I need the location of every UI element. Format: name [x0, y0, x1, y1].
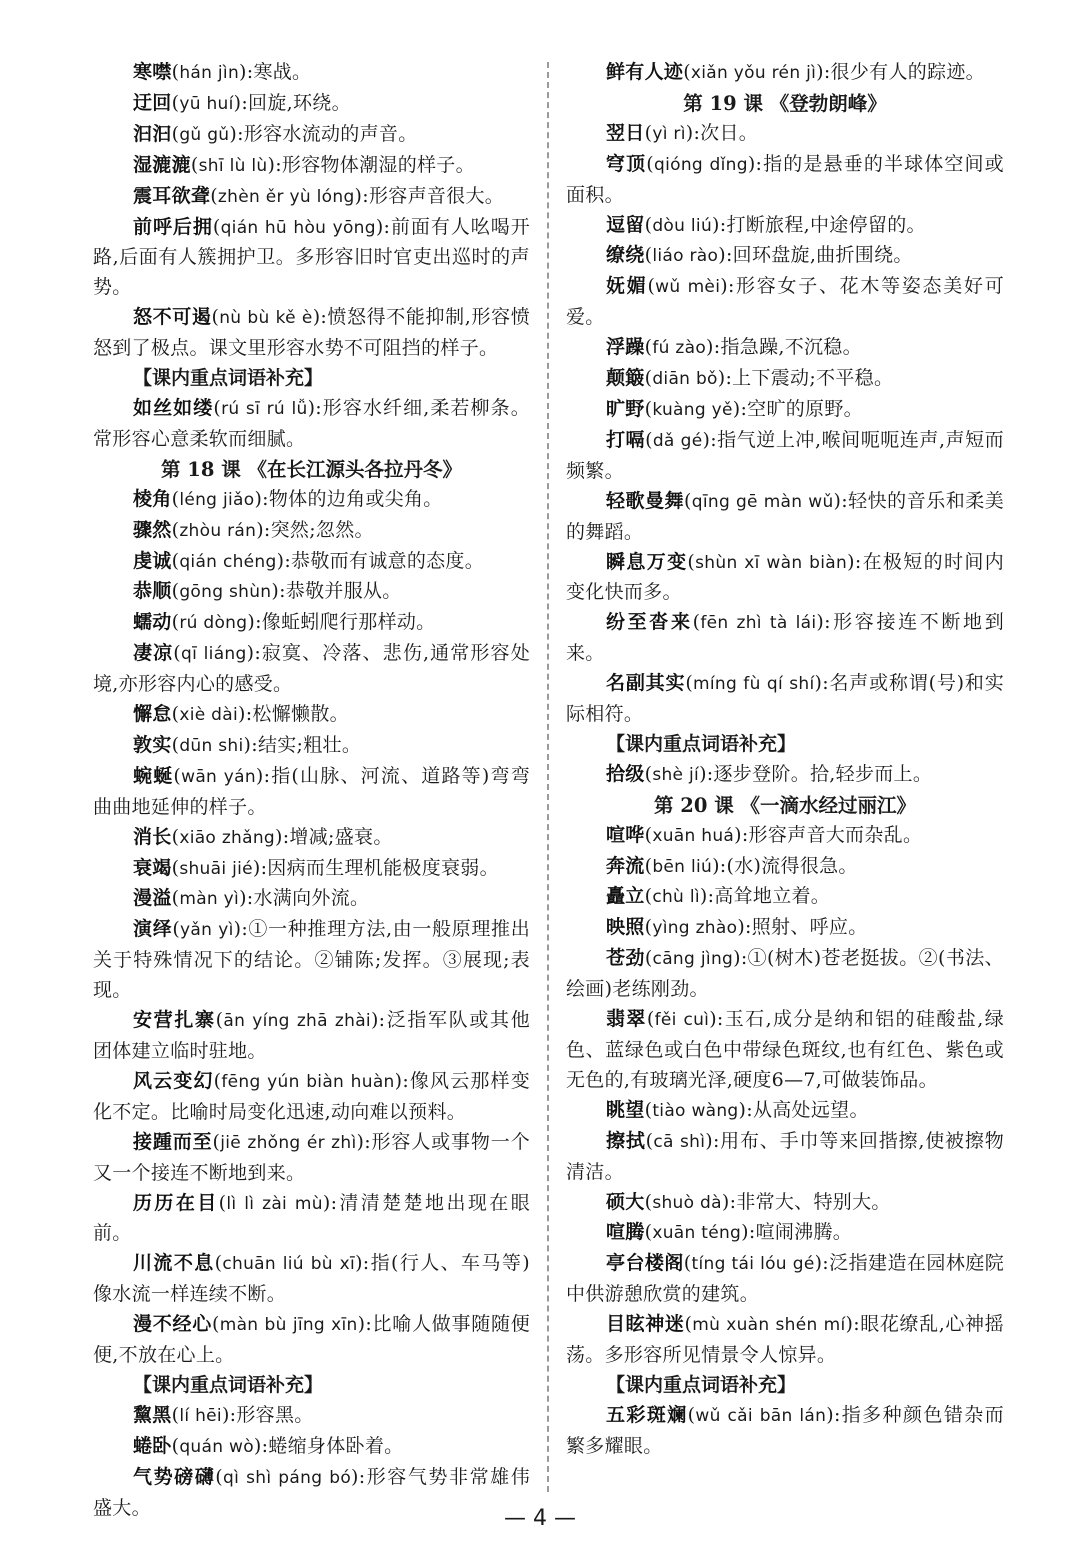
vocab-entry: 旷野(kuàng yě):空旷的原野。	[606, 397, 863, 420]
vocab-entry: 漫不经心(màn bù jīng xīn):比喻人做事随随便便,不放在心上。	[93, 1313, 531, 1367]
vocab-entry: 湿漉漉(shī lù lù):形容物体潮湿的样子。	[133, 153, 475, 176]
vocab-entry: 喧腾(xuān téng):喧闹沸腾。	[606, 1221, 853, 1244]
vocab-entry: 翡翠(fěi cuì):玉石,成分是纳和铝的硅酸盐,绿色、蓝绿色或白色中带绿色斑纹,也有红色、紫色或无色的,有玻璃光泽,硬度6—7,可做装饰品。	[566, 1008, 1004, 1091]
vocab-definition: :形容水流动的声音。	[237, 122, 418, 145]
vocab-term: 瞬息万变	[606, 550, 688, 573]
vocab-definition: :愤怒得不能抑制,形容愤怒到了极点。课文里形容水势不可阻挡的样子。	[93, 306, 531, 360]
vocab-pinyin: tíng tái lóu gé	[691, 1254, 815, 1275]
vocab-entry: 恭顺(gōng shùn):恭敬并服从。	[133, 580, 402, 603]
vocab-definition: :形容气势非常雄伟盛大。	[93, 1465, 531, 1519]
vocab-definition: :指的是悬垂的半球体空间或面积。	[566, 152, 1004, 206]
vocab-entry: 川流不息(chuān liú bù xī):指(行人、车马等)像水流一样连续不断。	[93, 1252, 530, 1306]
vocab-definition: :指(行人、车马等)像水流一样连续不断。	[93, 1252, 530, 1306]
vocab-entry: 棱角(léng jiǎo):物体的边角或尖角。	[133, 487, 443, 510]
vocab-term: 懈怠	[133, 703, 172, 726]
vocab-term: 蜷卧	[133, 1434, 172, 1457]
vocab-pinyin: rú dòng	[179, 613, 248, 634]
vocab-entry: 拾级(shè jí):逐步登阶。拾,轻步而上。	[606, 762, 933, 785]
vocab-definition: :很少有人的踪迹。	[823, 61, 985, 83]
vocab-pinyin: fú zào	[652, 338, 707, 359]
vocab-term: 漫溢	[133, 887, 172, 910]
vocab-definition: :次日。	[693, 121, 759, 144]
vocab-term: 纷至沓来	[606, 611, 693, 634]
vocab-entry: 衰竭(shuāi jié):因病而生理机能极度衰弱。	[133, 856, 499, 879]
vocab-definition: :物体的边角或尖角。	[262, 487, 443, 510]
vocab-pinyin: wān yán	[181, 766, 256, 787]
vocab-pinyin: dǎ gé	[652, 430, 703, 451]
vocab-term: 震耳欲聋	[133, 184, 211, 207]
vocab-pinyin: jiē zhǒng ér zhì	[220, 1132, 357, 1153]
vocab-pinyin: qì shì páng bó	[223, 1467, 352, 1488]
vocab-term: 苍劲	[606, 947, 645, 970]
vocab-entry: 翌日(yì rì):次日。	[606, 121, 759, 144]
vocab-entry: 震耳欲聋(zhèn ěr yù lóng):形容声音很大。	[133, 184, 505, 207]
vocab-term: 怒不可遏	[133, 306, 212, 329]
vocab-pinyin: dòu liú	[652, 215, 713, 236]
vocab-entry: 黧黑(lí hēi):形容黑。	[133, 1403, 314, 1426]
vocab-pinyin: quán wò	[179, 1436, 254, 1457]
vocab-pinyin: hán jìn	[179, 63, 240, 83]
vocab-entry: 鲜有人迹(xiǎn yǒu rén jì):很少有人的踪迹。	[606, 61, 985, 83]
vocab-entry: 喧哗(xuān huá):形容声音大而杂乱。	[606, 823, 923, 846]
vocab-pinyin: shùn xī wàn biàn	[695, 552, 848, 573]
vocab-definition: :前面有人吆喝开路,后面有人簇拥护卫。多形容旧时官吏出巡时的声势。	[93, 215, 530, 299]
supplement-heading: 【课内重点词语补充】	[133, 1373, 324, 1396]
vocab-pinyin: qīng gē màn wǔ	[691, 491, 834, 512]
vocab-entry: 浮躁(fú zào):指急躁,不沉稳。	[606, 336, 862, 359]
vocab-pinyin: yǎn yì	[180, 920, 234, 941]
vocab-entry: 迂回(yū huí):回旋,环绕。	[133, 91, 351, 114]
vocab-entry: 映照(yìng zhào):照射、呼应。	[606, 916, 868, 939]
vocab-pinyin: diān bǒ	[652, 369, 718, 390]
vocab-term: 凄凉	[133, 642, 174, 665]
vocab-definition: :形容黑。	[229, 1403, 314, 1426]
vocab-term: 浮躁	[606, 336, 645, 359]
vocab-entry: 安营扎寨(ān yíng zhā zhài):泛指军队或其他团体建立临时驻地。	[93, 1009, 530, 1062]
vocab-term: 矗立	[606, 885, 645, 908]
vocab-term: 眺望	[606, 1098, 645, 1121]
vocab-term: 打嗝	[606, 428, 646, 451]
vocab-term: 拾级	[606, 762, 645, 785]
vocab-term: 气势磅礴	[133, 1465, 216, 1488]
vocab-pinyin: liáo rào	[652, 246, 719, 267]
supplement-heading: 【课内重点词语补充】	[606, 1373, 797, 1396]
vocab-entry: 逗留(dòu liú):打断旅程,中途停留的。	[606, 213, 926, 236]
vocab-entry: 风云变幻(fēng yún biàn huàn):像风云那样变化不定。比喻时局变化迅速,动向难以预料。	[93, 1069, 530, 1123]
vocab-definition: :泛指军队或其他团体建立临时驻地。	[93, 1009, 530, 1062]
vocab-pinyin: yū huí	[179, 93, 234, 114]
vocab-entry: 矗立(chù lì):高耸地立着。	[606, 885, 831, 908]
vocab-definition: :(水)流得很急。	[719, 854, 858, 877]
vocab-term: 奔流	[606, 854, 645, 877]
vocab-entry: 硕大(shuò dà):非常大、特别大。	[606, 1190, 891, 1213]
vocab-definition: :清清楚楚地出现在眼前。	[93, 1191, 531, 1245]
page-number: — 4 —	[504, 1506, 576, 1531]
vocab-entry: 蜷卧(quán wò):蜷缩身体卧着。	[133, 1434, 404, 1457]
vocab-term: 历历在目	[133, 1191, 219, 1214]
vocab-entry: 颠簸(diān bǒ):上下震动;不平稳。	[606, 367, 894, 390]
vocab-pinyin: xiè dài	[179, 705, 239, 726]
lesson-heading: 第 18 课 《在长江源头各拉丹冬》	[160, 457, 462, 481]
vocab-term: 目眩神迷	[606, 1313, 685, 1336]
vocab-definition: :形容接连不断地到来。	[566, 611, 1005, 665]
vocab-term: 衰竭	[133, 856, 172, 879]
vocab-definition: :恭敬并服从。	[279, 580, 402, 603]
vocab-definition: :逐步登阶。拾,轻步而上。	[706, 762, 933, 785]
vocab-term: 黧黑	[133, 1403, 172, 1426]
vocab-pinyin: xiāo zhǎng	[179, 827, 276, 848]
vocab-definition: :打断旅程,中途停留的。	[719, 213, 926, 236]
vocab-definition: :眼花缭乱,心神摇荡。多形容所见情景令人惊异。	[566, 1313, 1004, 1367]
vocab-entry: 演绎(yǎn yì):①一种推理方法,由一般原理推出关于特殊情况下的结论。②铺陈;发挥。③展现;表现。	[93, 918, 530, 1002]
vocab-definition: :形容女子、花木等姿态美好可爱。	[566, 275, 1004, 329]
vocab-term: 缭绕	[606, 244, 645, 267]
vocab-definition: :回环盘旋,曲折围绕。	[725, 244, 913, 267]
vocab-pinyin: kuàng yě	[652, 399, 733, 420]
vocab-pinyin: lì lì zài mù	[226, 1193, 323, 1214]
vocab-definition: :恭敬而有诚意的态度。	[284, 549, 485, 572]
vocab-entry: 纷至沓来(fēn zhì tà lái):形容接连不断地到来。	[566, 611, 1005, 665]
vocab-pinyin: ān yíng zhā zhài	[223, 1011, 371, 1032]
right-column	[566, 58, 1004, 1462]
vocab-pinyin: shuāi jié	[179, 858, 253, 879]
vocab-definition: :像风云那样变化不定。比喻时局变化迅速,动向难以预料。	[93, 1069, 530, 1123]
left-column	[93, 58, 530, 1524]
vocab-definition: :蜷缩身体卧着。	[261, 1434, 404, 1457]
vocab-pinyin: nù bù kě è	[219, 308, 313, 329]
vocab-term: 轻歌曼舞	[606, 489, 685, 512]
lesson-heading: 第 20 课 《一滴水经过丽江》	[653, 793, 916, 817]
vocab-entry: 历历在目(lì lì zài mù):清清楚楚地出现在眼前。	[93, 1191, 531, 1245]
vocab-term: 敦实	[133, 733, 172, 756]
vocab-pinyin: zhòu rán	[179, 520, 257, 541]
vocab-definition: :形容物体潮湿的样子。	[275, 153, 475, 176]
vocab-definition: :①一种推理方法,由一般原理推出关于特殊情况下的结论。②铺陈;发挥。③展现;表现。	[93, 918, 530, 1002]
vocab-term: 擦拭	[606, 1129, 646, 1152]
supplement-heading: 【课内重点词语补充】	[133, 367, 324, 390]
vocab-pinyin: qióng dǐng	[654, 154, 748, 175]
vocab-entry: 打嗝(dǎ gé):指气逆上冲,喉间呃呃连声,声短而频繁。	[566, 428, 1004, 482]
vocab-term: 接踵而至	[133, 1130, 213, 1153]
vocab-entry: 虔诚(qián chéng):恭敬而有诚意的态度。	[133, 549, 485, 572]
supplement-heading: 【课内重点词语补充】	[606, 732, 797, 755]
vocab-term: 穹顶	[606, 152, 647, 175]
vocab-pinyin: chù lì	[652, 887, 700, 908]
vocab-definition: :名声或称谓(号)和实际相符。	[566, 672, 1005, 726]
vocab-pinyin: màn bù jīng xīn	[219, 1315, 358, 1336]
vocab-pinyin: wǔ mèi	[655, 277, 721, 298]
vocab-pinyin: rú sī rú lǚ	[221, 398, 308, 419]
vocab-definition: :玉石,成分是纳和铝的硅酸盐,绿色、蓝绿色或白色中带绿色斑纹,也有红色、紫色或无色的,有玻璃光泽,硬度6—7,可做装饰品。	[566, 1008, 1004, 1091]
vocab-pinyin: fēn zhì tà lái	[700, 613, 817, 634]
vocab-pinyin: cā shì	[653, 1131, 706, 1152]
vocab-definition: :指多种颜色错杂而繁多耀眼。	[566, 1403, 1004, 1457]
vocab-entry: 穹顶(qióng dǐng):指的是悬垂的半球体空间或面积。	[566, 152, 1004, 206]
vocab-pinyin: léng jiǎo	[179, 489, 255, 510]
vocab-entry: 怒不可遏(nù bù kě è):愤怒得不能抑制,形容愤怒到了极点。课文里形容水势不可阻挡的样子。	[93, 306, 531, 360]
vocab-entry: 消长(xiāo zhǎng):增减;盛衰。	[133, 825, 393, 848]
vocab-entry: 亭台楼阁(tíng tái lóu gé):泛指建造在园林庭院中供游憩欣赏的建筑。	[566, 1252, 1005, 1306]
vocab-entry: 如丝如缕(rú sī rú lǚ):形容水纤细,柔若柳条。常形容心意柔软而细腻。	[93, 396, 530, 450]
vocab-pinyin: cāng jìng	[652, 949, 734, 970]
vocab-entry: 五彩斑斓(wǔ cǎi bān lán):指多种颜色错杂而繁多耀眼。	[566, 1403, 1004, 1457]
vocab-pinyin: gǔ gǔ	[179, 124, 230, 145]
vocab-entry: 擦拭(cā shì):用布、手巾等来回揩擦,使被擦物清洁。	[566, 1129, 1004, 1183]
vocab-entry: 前呼后拥(qián hū hòu yōng):前面有人吆喝开路,后面有人簇拥护卫。多形容旧时官吏出巡时的声势。	[93, 215, 530, 299]
vocab-entry: 凄凉(qī liáng):寂寞、冷落、悲伤,通常形容处境,亦形容内心的感受。	[93, 642, 530, 696]
vocab-term: 骤然	[133, 518, 172, 541]
vocab-term: 翡翠	[606, 1008, 647, 1031]
vocab-entry: 寒噤(hán jìn):寒战。	[133, 61, 312, 83]
vocab-entry: 漫溢(màn yì):水满向外流。	[133, 887, 370, 910]
vocab-entry: 名副其实(míng fù qí shí):名声或称谓(号)和实际相符。	[566, 672, 1005, 726]
vocab-entry: 蠕动(rú dòng):像蚯蚓爬行那样动。	[133, 611, 436, 634]
vocab-pinyin: xiǎn yǒu rén jì	[690, 63, 817, 83]
vocab-term: 逗留	[606, 213, 645, 236]
vocab-definition: :寒战。	[246, 61, 312, 83]
vocab-definition: :照射、呼应。	[745, 916, 868, 939]
vocab-pinyin: yìng zhào	[652, 918, 738, 939]
vocab-definition: :形容水纤细,柔若柳条。常形容心意柔软而细腻。	[93, 396, 530, 450]
vocab-definition: :形容声音大而杂乱。	[741, 823, 923, 846]
vocab-definition: :指气逆上冲,喉间呃呃连声,声短而频繁。	[566, 428, 1004, 482]
vocab-entry: 轻歌曼舞(qīng gē màn wǔ):轻快的音乐和柔美的舞蹈。	[566, 489, 1005, 543]
vocab-entry: 目眩神迷(mù xuàn shén mí):眼花缭乱,心神摇荡。多形容所见情景令人惊异。	[566, 1313, 1004, 1367]
vocab-entry: 敦实(dūn shi):结实;粗壮。	[133, 733, 362, 756]
vocab-definition: :形容声音很大。	[362, 184, 505, 207]
vocab-definition: :①(树木)苍老挺拔。②(书法、绘画)老练刚劲。	[566, 947, 1004, 1001]
vocab-entry: 骤然(zhòu rán):突然;忽然。	[133, 518, 374, 541]
vocab-definition: :高耸地立着。	[707, 885, 831, 908]
vocab-term: 五彩斑斓	[606, 1403, 688, 1426]
vocab-definition: :形容人或事物一个又一个接连不断地到来。	[93, 1130, 530, 1184]
vocab-definition: :泛指建造在园林庭院中供游憩欣赏的建筑。	[566, 1252, 1005, 1306]
vocab-term: 翌日	[606, 121, 645, 144]
vocab-term: 漫不经心	[133, 1313, 212, 1336]
vocab-pinyin: qián chéng	[179, 551, 277, 572]
vocab-pinyin: fēng yún biàn huàn	[221, 1071, 395, 1092]
vocab-pinyin: tiào wàng	[652, 1100, 739, 1121]
vocab-definition: :指急躁,不沉稳。	[713, 336, 862, 359]
vocab-pinyin: xuān huá	[652, 825, 735, 846]
vocab-pinyin: xuān téng	[652, 1223, 742, 1244]
vocab-pinyin: màn yì	[179, 889, 240, 910]
vocab-definition: :非常大、特别大。	[729, 1190, 891, 1213]
vocab-term: 恭顺	[133, 580, 172, 603]
vocab-entry: 奔流(bēn liú):(水)流得很急。	[606, 854, 858, 877]
vocab-term: 安营扎寨	[133, 1009, 216, 1032]
vocab-definition: :像蚯蚓爬行那样动。	[255, 611, 436, 634]
vocab-term: 如丝如缕	[133, 396, 214, 419]
vocab-definition: :空旷的原野。	[740, 397, 863, 420]
vocab-definition: :在极短的时间内变化快而多。	[566, 550, 1004, 604]
vocab-entry: 汩汩(gǔ gǔ):形容水流动的声音。	[133, 122, 418, 145]
vocab-term: 寒噤	[133, 61, 172, 83]
vocab-entry: 眺望(tiào wàng):从高处远望。	[606, 1098, 869, 1121]
vocab-definition: :比喻人做事随随便便,不放在心上。	[93, 1313, 531, 1367]
vocab-definition: :轻快的音乐和柔美的舞蹈。	[566, 489, 1005, 543]
vocab-pinyin: lí hēi	[179, 1405, 222, 1426]
vocab-term: 颠簸	[606, 367, 645, 390]
vocab-term: 映照	[606, 916, 645, 939]
vocab-entry: 苍劲(cāng jìng):①(树木)苍老挺拔。②(书法、绘画)老练刚劲。	[566, 947, 1004, 1001]
vocab-term: 妩媚	[606, 275, 648, 298]
vocab-pinyin: qī liáng	[181, 644, 247, 665]
vocab-term: 亭台楼阁	[606, 1252, 684, 1275]
vocab-definition: :用布、手巾等来回揩擦,使被擦物清洁。	[566, 1129, 1004, 1183]
vocab-term: 湿漉漉	[133, 153, 191, 176]
vocab-term: 蜿蜒	[133, 764, 174, 787]
vocab-definition: :因病而生理机能极度衰弱。	[260, 856, 499, 879]
vocab-definition: :回旋,环绕。	[241, 91, 351, 114]
vocab-term: 鲜有人迹	[606, 61, 684, 83]
vocab-term: 硕大	[606, 1190, 645, 1213]
vocab-pinyin: dūn shi	[179, 735, 244, 756]
vocab-term: 蠕动	[133, 611, 172, 634]
vocab-definition: :喧闹沸腾。	[748, 1221, 853, 1244]
vocab-pinyin: shī lù lù	[198, 155, 268, 176]
vocab-term: 迂回	[133, 91, 172, 114]
column-divider	[547, 62, 549, 1492]
vocab-definition: :寂寞、冷落、悲伤,通常形容处境,亦形容内心的感受。	[93, 642, 530, 696]
vocab-definition: :指(山脉、河流、道路等)弯弯曲曲地延伸的样子。	[93, 764, 531, 818]
vocab-pinyin: chuān liú bù xī	[222, 1254, 356, 1275]
vocab-term: 消长	[133, 825, 172, 848]
vocab-definition: :突然;忽然。	[263, 518, 374, 541]
vocab-entry: 接踵而至(jiē zhǒng ér zhì):形容人或事物一个又一个接连不断地到来。	[93, 1130, 530, 1184]
vocab-entry: 缭绕(liáo rào):回环盘旋,曲折围绕。	[606, 244, 913, 267]
vocab-term: 演绎	[133, 918, 173, 941]
vocab-pinyin: fěi cuì	[654, 1010, 710, 1031]
vocab-definition: :松懈懒散。	[245, 703, 349, 726]
vocab-term: 虔诚	[133, 549, 172, 572]
vocab-term: 风云变幻	[133, 1069, 214, 1092]
vocab-pinyin: mù xuàn shén mí	[692, 1315, 846, 1336]
vocab-term: 名副其实	[606, 672, 686, 695]
vocab-entry: 瞬息万变(shùn xī wàn biàn):在极短的时间内变化快而多。	[566, 550, 1004, 604]
vocab-entry: 妩媚(wǔ mèi):形容女子、花木等姿态美好可爱。	[566, 275, 1004, 329]
vocab-term: 汩汩	[133, 122, 172, 145]
vocab-entry: 气势磅礴(qì shì páng bó):形容气势非常雄伟盛大。	[93, 1465, 531, 1519]
vocab-pinyin: shè jí	[652, 764, 700, 785]
vocab-pinyin: zhèn ěr yù lóng	[217, 186, 355, 207]
vocab-pinyin: míng fù qí shí	[693, 674, 815, 695]
lesson-heading: 第 19 课 《登勃朗峰》	[683, 91, 887, 115]
vocab-definition: :从高处远望。	[746, 1098, 869, 1121]
vocab-term: 川流不息	[133, 1252, 215, 1275]
vocab-term: 喧哗	[606, 823, 645, 846]
vocab-definition: :结实;粗壮。	[251, 733, 362, 756]
vocab-term: 棱角	[133, 487, 172, 510]
vocab-pinyin: bēn liú	[652, 856, 713, 877]
vocab-definition: :增减;盛衰。	[282, 825, 393, 848]
vocab-pinyin: shuò dà	[652, 1192, 722, 1213]
vocab-pinyin: yì rì	[652, 123, 686, 144]
vocab-pinyin: gōng shùn	[179, 582, 272, 603]
vocab-term: 前呼后拥	[133, 215, 213, 238]
vocab-entry: 懈怠(xiè dài):松懈懒散。	[133, 703, 349, 726]
vocab-definition: :水满向外流。	[246, 887, 370, 910]
vocab-pinyin: qián hū hòu yōng	[220, 217, 376, 238]
vocab-entry: 蜿蜒(wān yán):指(山脉、河流、道路等)弯弯曲曲地延伸的样子。	[93, 764, 531, 818]
vocab-term: 喧腾	[606, 1221, 645, 1244]
vocab-term: 旷野	[606, 397, 645, 420]
vocab-definition: :上下震动;不平稳。	[725, 367, 894, 390]
vocab-pinyin: wǔ cǎi bān lán	[695, 1405, 827, 1426]
